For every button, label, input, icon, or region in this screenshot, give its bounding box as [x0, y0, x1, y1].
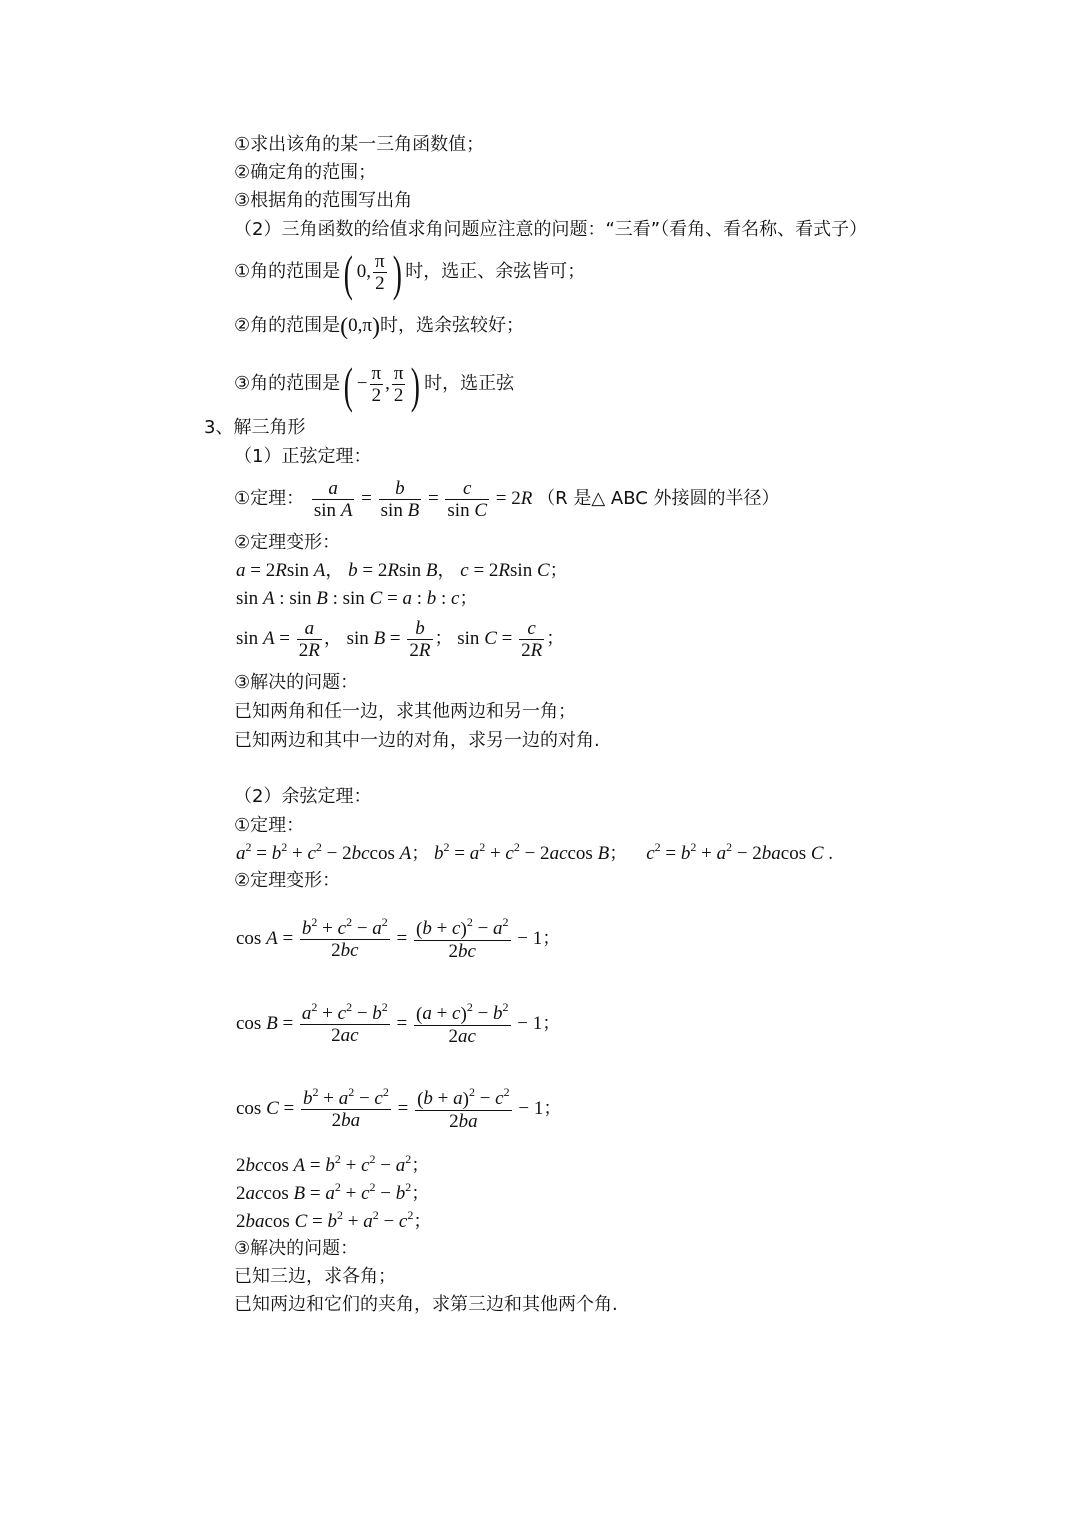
range-item-2	[234, 314, 524, 339]
range-1-prefix: ①角的范围是	[234, 261, 341, 282]
sine-transform-2: sin A : sin B : sin C = a : b : c；	[236, 588, 478, 609]
cos-b-formula: cos B = $\frac{a^2 + c^2 - b^2}{2ac}$ = $\frac{(a + c)^2 - b^2}{2ac}$ − 1；	[236, 999, 561, 1047]
sine-problem-1: 已知两角和任一边，求其他两边和另一角；	[234, 701, 576, 722]
step-3: ③根据角的范围写出角	[234, 190, 413, 211]
sine-problem-2: 已知两边和其中一边的对角，求另一边的对角.	[234, 730, 600, 751]
interval-0-pi-half: ( 0, $\frac{\pi}{2}$ )	[343, 244, 402, 301]
cos-a-formula: cos A = $\frac{b^2 + c^2 - a^2}{2bc}$ = $\frac{(b + c)^2 - a^2}{2bc}$ − 1；	[236, 914, 561, 962]
sine-transform-label: ②定理变形：	[234, 532, 341, 553]
range-2-suffix: 时，选余弦较好；	[379, 315, 524, 336]
cosine-law-formula: $a^2 = b^2 + c^2 - 2bccos$ A； $b^2 = a^2 + c^2 - 2accos$ B； $c^2 = b^2 + a^2 - 2bacos$ C .	[236, 840, 834, 864]
range-3-suffix: 时，选正弦	[424, 373, 515, 394]
cosine-problem-1: 已知三边，求各角；	[234, 1266, 396, 1287]
sine-law-formula: $\frac{a}{\text{sin A}}$ = $\frac{b}{\text{sin B}}$ = $\frac{c}{\text{sin C}}$ = 2R	[313, 478, 533, 522]
sine-transform-1: a = 2Rsin A， b = 2Rsin B， c = 2Rsin C；	[236, 560, 568, 581]
identity-c: 2bacos $C = b^2 + a^2 - c^2$；	[236, 1208, 432, 1232]
cos-c-formula: cos C = $\frac{b^2 + a^2 - c^2}{2ba}$ = $\frac{(b + a)^2 - c^2}{2ba}$ − 1；	[236, 1084, 562, 1132]
range-2-prefix: ②角的范围是	[234, 315, 341, 336]
section-3-heading: 3、解三角形	[204, 417, 306, 438]
interval-neg-pi-half-pi-half: ( − $\frac{\pi}{2}$ , $\frac{\pi}{2}$ )	[343, 356, 421, 413]
cosine-def-label: ①定理：	[234, 815, 305, 836]
sine-def-label: ①定理：	[234, 488, 305, 509]
sine-transform-3: sin A = $\frac{a}{2R}$ ， sin B = $\frac{b}{2R}$ ； sin C = $\frac{c}{2R}$ ；	[236, 618, 565, 662]
step-1: ①求出该角的某一三角函数值；	[234, 134, 485, 155]
cosine-law-heading: （2）余弦定理：	[234, 786, 372, 807]
cosine-problem-2: 已知两边和它们的夹角，求第三边和其他两个角.	[234, 1294, 618, 1315]
sine-law-definition	[234, 474, 780, 524]
sine-def-note: （R 是△ ABC 外接圆的半径）	[537, 488, 780, 509]
cosine-problems-label: ③解决的问题：	[234, 1238, 359, 1259]
sine-problems-label: ③解决的问题：	[234, 672, 359, 693]
cosine-transform-label: ②定理变形：	[234, 870, 341, 891]
step-2: ②确定角的范围；	[234, 162, 377, 183]
note-three-looks: （2）三角函数的给值求角问题应注意的问题：“三看”（看角、看名称、看式子）	[234, 219, 868, 240]
range-item-3	[234, 356, 515, 413]
identity-a: 2bccos $A = b^2 + c^2 - a^2$；	[236, 1152, 430, 1176]
range-1-suffix: 时，选正、余弦皆可；	[405, 261, 586, 282]
range-item-1	[234, 244, 586, 301]
sine-law-heading: （1）正弦定理：	[234, 446, 372, 467]
identity-b: 2accos $B = a^2 + c^2 - b^2$；	[236, 1180, 430, 1204]
range-3-prefix: ③角的范围是	[234, 373, 341, 394]
interval-0-pi: (0,π)	[340, 313, 380, 340]
